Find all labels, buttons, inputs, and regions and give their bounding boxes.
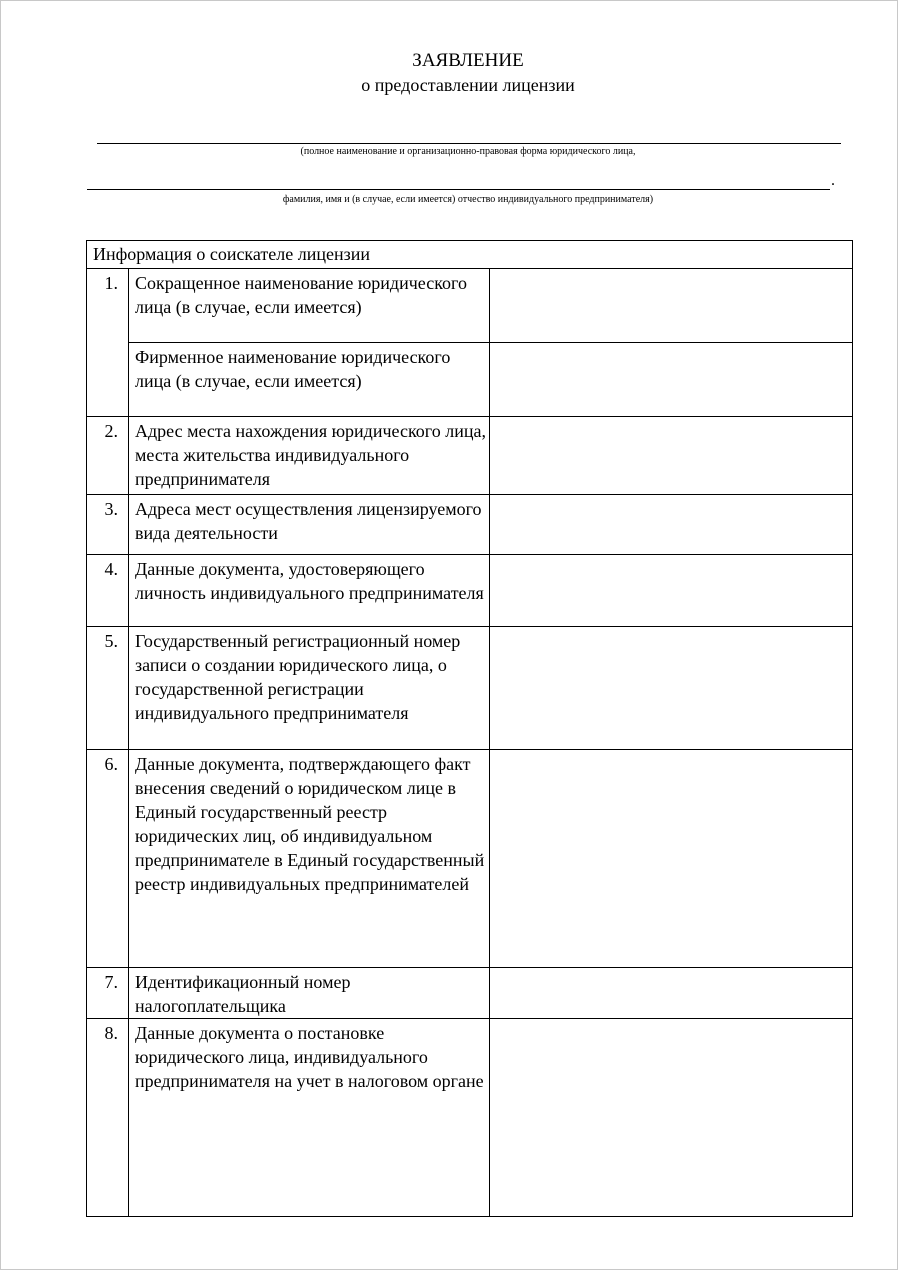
row-label: Государственный регистрационный номер записи о создании юридического лица, о государственной регистрации индивидуального предпринимателя [129, 627, 490, 750]
row-value-field[interactable] [490, 417, 853, 495]
row-value-field[interactable] [490, 1019, 853, 1217]
row-label: Сокращенное наименование юридического лица (в случае, если имеется) [129, 269, 490, 343]
row-value-field[interactable] [490, 627, 853, 750]
table-row [87, 968, 853, 1019]
row-label: Идентификационный номер налогоплательщика [129, 968, 490, 1019]
table-row [87, 269, 853, 343]
row-number: 7. [87, 968, 129, 1019]
row-number: 2. [87, 417, 129, 495]
table-row [87, 750, 853, 968]
table-row [87, 343, 853, 417]
row-value-field[interactable] [490, 555, 853, 627]
table-row [87, 555, 853, 627]
row-label: Адреса мест осуществления лицензируемого вида деятельности [129, 495, 490, 555]
document-subtitle: о предоставлении лицензии [361, 75, 575, 95]
table-row [87, 495, 853, 555]
legal-entity-name-field[interactable] [97, 143, 841, 144]
row-number: 5. [87, 627, 129, 750]
table-row [87, 627, 853, 750]
row-label: Данные документа о постановке юридического лица, индивидуального предпринимателя на учет в налоговом органе [129, 1019, 490, 1217]
line-end-period: . [831, 172, 835, 189]
applicant-info-table [86, 240, 853, 1217]
row-number: 4. [87, 555, 129, 627]
individual-hint: фамилия, имя и (в случае, если имеется) отчество индивидуального предпринимателя) [282, 194, 654, 205]
row-number: 3. [87, 495, 129, 555]
row-label: Данные документа, подтверждающего факт внесения сведений о юридическом лице в Единый государственный реестр юридических лиц, об индивидуальном предпринимателе в Единый государственный реестр индивидуальных предпринимателей [129, 750, 490, 968]
row-label: Фирменное наименование юридического лица (в случае, если имеется) [129, 343, 490, 417]
row-number: 6. [87, 750, 129, 968]
table-row [87, 1019, 853, 1217]
row-number: 8. [87, 1019, 129, 1217]
row-label: Адрес места нахождения юридического лица, места жительства индивидуального предпринимателя [129, 417, 490, 495]
document-title: ЗАЯВЛЕНИЕ [412, 50, 524, 71]
row-value-field[interactable] [490, 968, 853, 1019]
table-header: Информация о соискателе лицензии [87, 241, 853, 269]
row-value-field[interactable] [490, 495, 853, 555]
row-number: 1. [87, 269, 129, 417]
row-value-field[interactable] [490, 343, 853, 417]
table-row [87, 417, 853, 495]
individual-name-field[interactable] [87, 189, 830, 190]
row-value-field[interactable] [490, 750, 853, 968]
row-value-field[interactable] [490, 269, 853, 343]
legal-entity-hint: (полное наименование и организационно-правовая форма юридического лица, [300, 146, 636, 157]
table-header-row [87, 241, 853, 269]
row-label: Данные документа, удостоверяющего личность индивидуального предпринимателя [129, 555, 490, 627]
